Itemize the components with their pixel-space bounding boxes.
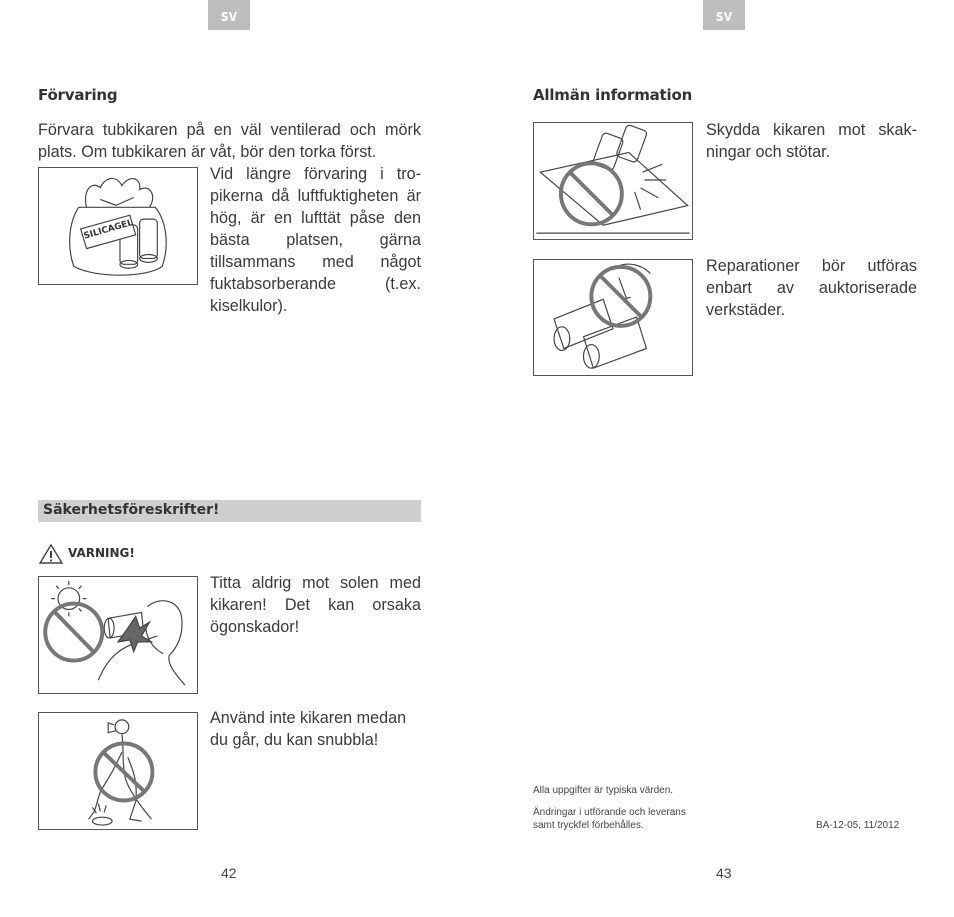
storage-bag-figure bbox=[38, 167, 198, 285]
safety-banner-title: Säkerhetsföreskrifter! bbox=[43, 502, 220, 518]
sun-warning-figure bbox=[38, 576, 198, 694]
page-number-right: 43 bbox=[716, 865, 732, 881]
shock-warning-figure bbox=[533, 122, 693, 240]
general-info-heading: Allmän information bbox=[533, 86, 693, 104]
walking-warning-figure bbox=[38, 712, 198, 830]
shock-warning-text: Skydda kikaren mot skak-ningar och stötar. bbox=[706, 121, 917, 161]
safety-banner bbox=[38, 500, 421, 522]
storage-intro: Förvara tubkikaren på en väl ventilerad och mörk plats. Om tubkikaren är våt, bör den torka först. bbox=[38, 121, 421, 161]
silica-bag-illustration bbox=[39, 168, 197, 284]
walking-warning-text: Använd inte kikaren medan du går, du kan snubbla! bbox=[210, 709, 407, 749]
page-number-left: 42 bbox=[221, 865, 237, 881]
repair-warning-figure bbox=[533, 259, 693, 376]
warning-label: VARNING! bbox=[68, 546, 135, 560]
storage-body: Vid längre förvaring i tro-pikerna då luftfuktigheten är hög, är en lufttät påse den bästa platsen, gärna tillsammans med något fuktabsorberande (t.ex. kiselkulor). bbox=[210, 165, 421, 315]
language-tab-left: SV bbox=[208, 0, 250, 30]
repair-warning-text: Reparationer bör utföras enbart av auktoriserade verkstäder. bbox=[706, 257, 917, 319]
sun-warning-text: Titta aldrig mot solen med kikaren! Det kan orsaka ögonskador! bbox=[210, 574, 421, 636]
language-tab-right: SV bbox=[703, 0, 745, 30]
footer-note-typical-values: Alla uppgifter är typiska värden. bbox=[533, 785, 674, 796]
document-code: BA-12-05, 11/2012 bbox=[816, 820, 900, 831]
warning-triangle-icon bbox=[38, 543, 64, 565]
silicagel-label: SILICAGEL bbox=[82, 218, 135, 242]
footer-note-changes-line1: Ändringar i utförande och leverans bbox=[533, 807, 686, 818]
footer-note-changes-line2: samt tryckfel förbehålles. bbox=[533, 820, 644, 831]
storage-heading: Förvaring bbox=[38, 86, 118, 104]
